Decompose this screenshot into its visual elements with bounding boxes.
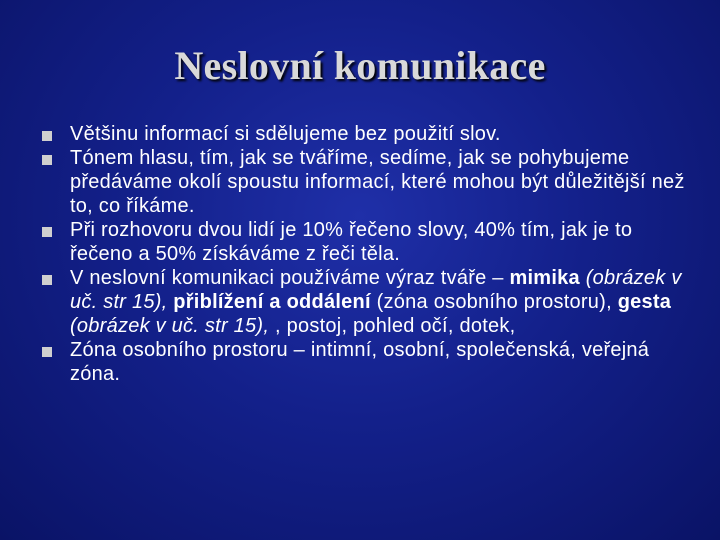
term-priblizeni: přiblížení a oddálení (173, 291, 371, 313)
bullet-item (40, 338, 690, 386)
bullet-item (40, 122, 690, 146)
bullet-text-part: , postoj, pohled očí, dotek, (269, 315, 516, 337)
square-bullet-icon (42, 155, 52, 165)
slide-title: Neslovní komunikace (174, 43, 546, 88)
bullet-text-part: V neslovní komunikaci používáme výraz tváře – (70, 267, 510, 289)
square-bullet-icon (42, 131, 52, 141)
bullet-text: Zóna osobního prostoru – intimní, osobní, společenská, veřejná zóna. (70, 339, 650, 385)
square-bullet-icon (42, 347, 52, 357)
square-bullet-icon (42, 275, 52, 285)
bullet-text: Při rozhovoru dvou lidí je 10% řečeno slovy, 40% tím, jak je to řečeno a 50% získáváme z řeči těla. (70, 219, 633, 265)
bullet-text-part: (zóna osobního prostoru), (370, 291, 618, 313)
textbook-reference: (obrázek v uč. str 15), (70, 267, 682, 313)
term-mimika: mimika (509, 267, 580, 289)
bullet-text: Tónem hlasu, tím, jak se tváříme, sedíme, jak se pohybujeme předáváme okolí spoustu informací, které mohou být důležitější než to, co říkáme. (70, 147, 685, 217)
bullet-item (40, 218, 690, 266)
bullet-text: Většinu informací si sdělujeme bez použití slov. (70, 123, 501, 145)
bullet-item (40, 146, 690, 218)
textbook-reference: (obrázek v uč. str 15), (70, 315, 270, 337)
term-gesta: gesta (617, 291, 672, 313)
bullet-list (40, 122, 690, 386)
square-bullet-icon (42, 227, 52, 237)
bullet-item (40, 266, 690, 338)
